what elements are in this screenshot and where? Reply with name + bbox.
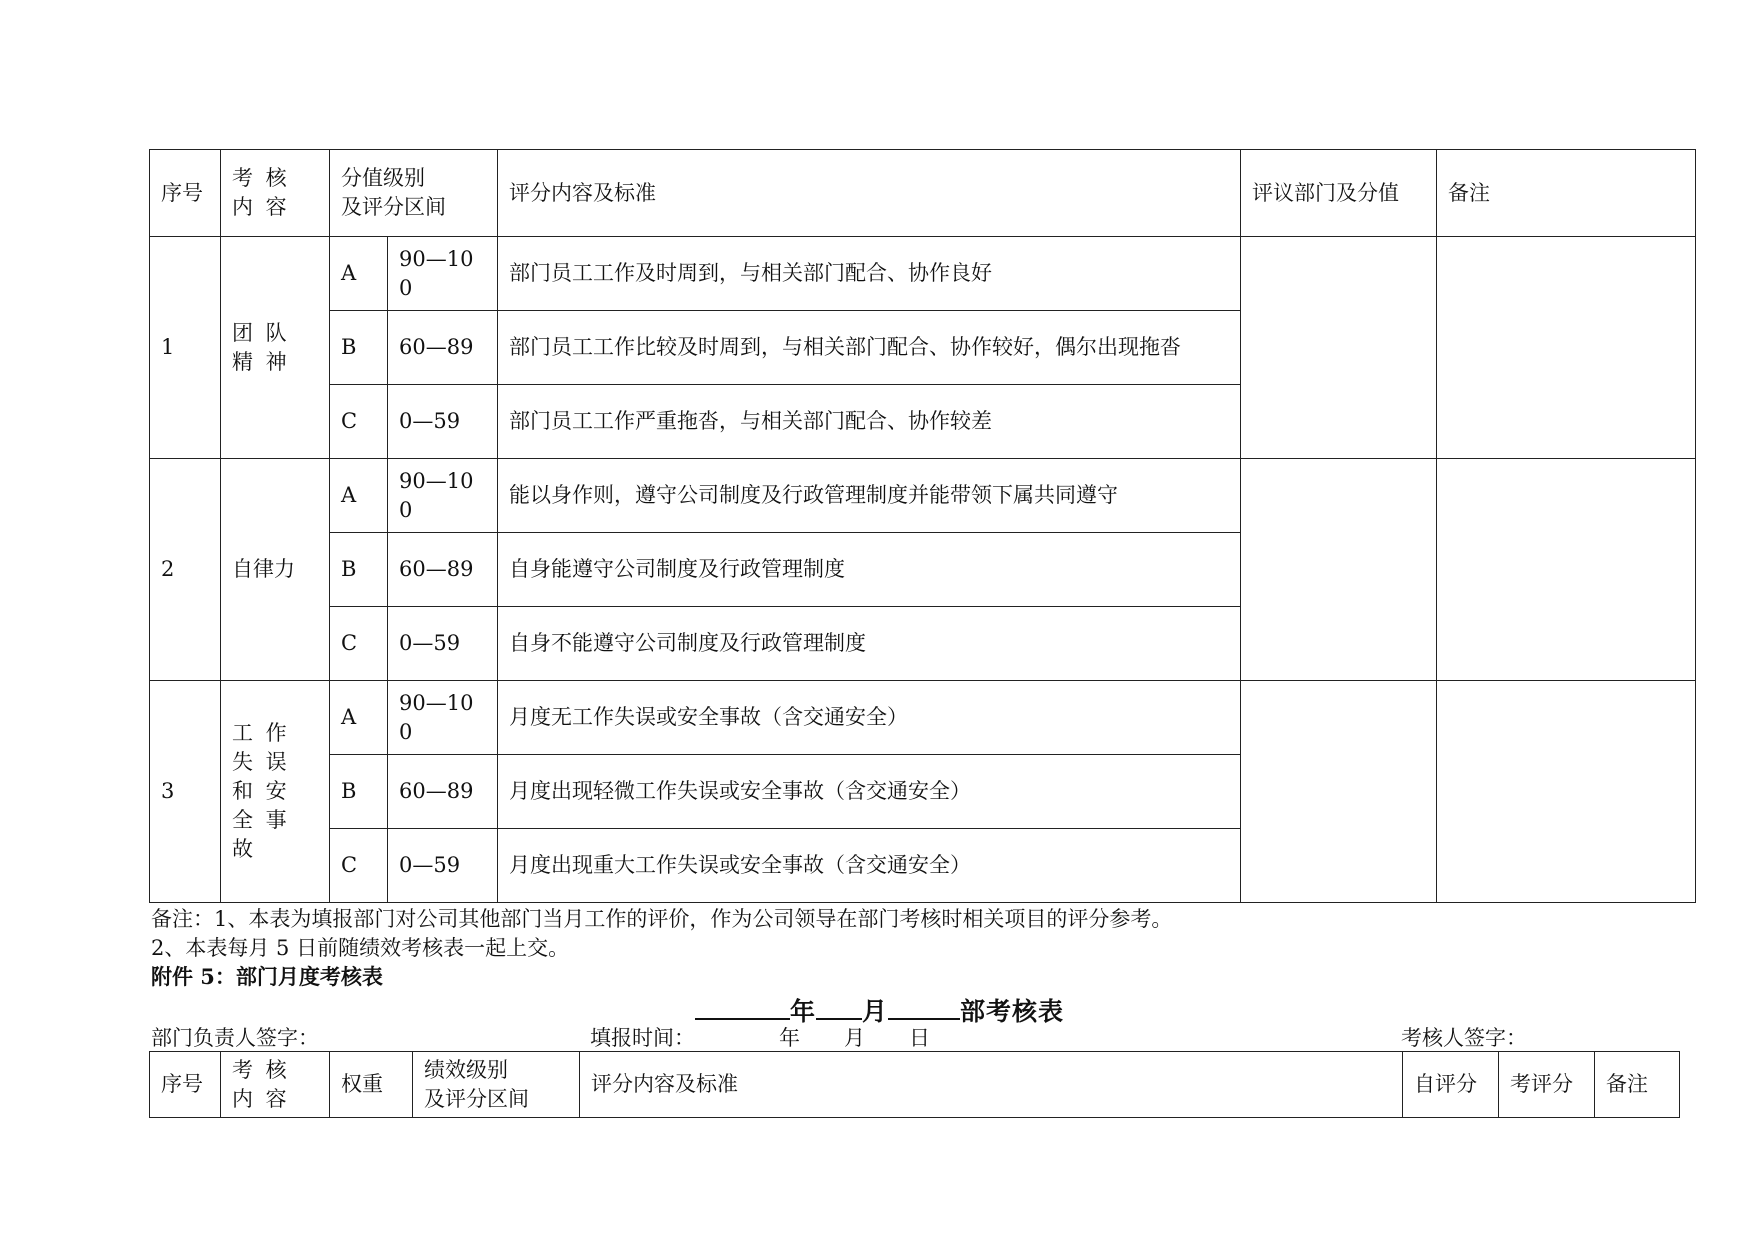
header-remark: 备注	[1595, 1052, 1680, 1118]
row-seq: 1	[150, 237, 221, 459]
row-criteria: 自身能遵守公司制度及行政管理制度	[498, 533, 1241, 607]
row-content: 团队精神	[221, 237, 330, 459]
row-grade: C	[330, 829, 388, 903]
row-criteria: 部门员工工作比较及时周到，与相关部门配合、协作较好，偶尔出现拖沓	[498, 311, 1241, 385]
row-range: 0—59	[388, 829, 498, 903]
row-dept-score[interactable]	[1241, 459, 1437, 681]
row-criteria: 部门员工工作及时周到，与相关部门配合、协作良好	[498, 237, 1241, 311]
table-row	[150, 459, 1696, 533]
row-criteria: 部门员工工作严重拖沓，与相关部门配合、协作较差	[498, 385, 1241, 459]
row-range: 90—100	[388, 237, 498, 311]
header-seq: 序号	[150, 1052, 221, 1118]
dept-blank[interactable]	[888, 992, 960, 1020]
month-blank[interactable]	[816, 992, 862, 1020]
fill-time-day: 日	[909, 1026, 930, 1050]
header-level-line2: 及评分区间	[424, 1086, 529, 1111]
header-level	[330, 150, 498, 237]
row-criteria: 自身不能遵守公司制度及行政管理制度	[498, 607, 1241, 681]
header-self-score: 自评分	[1403, 1052, 1499, 1118]
header-remark: 备注	[1437, 150, 1696, 237]
row-remark[interactable]	[1437, 681, 1696, 903]
monthly-assessment-table	[149, 1051, 1680, 1118]
evaluation-table	[149, 149, 1696, 903]
header-criteria: 评分内容及标准	[498, 150, 1241, 237]
row-criteria: 月度无工作失误或安全事故（含交通安全）	[498, 681, 1241, 755]
row-dept-score[interactable]	[1241, 681, 1437, 903]
row-grade: C	[330, 385, 388, 459]
row-grade: A	[330, 681, 388, 755]
header-level	[413, 1052, 580, 1118]
table-header-row	[150, 1052, 1680, 1118]
row-range: 90—100	[388, 681, 498, 755]
table-header-row	[150, 150, 1696, 237]
header-level-line2: 及评分区间	[341, 195, 446, 219]
row-grade: A	[330, 237, 388, 311]
row-criteria: 月度出现轻微工作失误或安全事故（含交通安全）	[498, 755, 1241, 829]
header-level-line1: 绩效级别	[424, 1057, 508, 1082]
fill-time-text: 填报时间：	[590, 1026, 695, 1050]
row-remark[interactable]	[1437, 237, 1696, 459]
row-grade: A	[330, 459, 388, 533]
dept-head-signature-label: 部门负责人签字：	[151, 1026, 319, 1050]
row-range: 60—89	[388, 311, 498, 385]
header-dept: 评议部门及分值	[1241, 150, 1437, 237]
row-range: 60—89	[388, 755, 498, 829]
header-eval-score: 考评分	[1499, 1052, 1595, 1118]
table-row	[150, 681, 1696, 755]
title-suffix: 部考核表	[960, 997, 1065, 1026]
row-criteria: 月度出现重大工作失误或安全事故（含交通安全）	[498, 829, 1241, 903]
row-grade: C	[330, 607, 388, 681]
assessor-signature-label: 考核人签字：	[1401, 1026, 1527, 1050]
table-row	[150, 237, 1696, 311]
row-criteria: 能以身作则，遵守公司制度及行政管理制度并能带领下属共同遵守	[498, 459, 1241, 533]
fill-time-month: 月	[844, 1026, 865, 1050]
note-line-2: 2、本表每月 5 日前随绩效考核表一起上交。	[151, 936, 570, 960]
row-remark[interactable]	[1437, 459, 1696, 681]
row-grade: B	[330, 755, 388, 829]
row-range: 60—89	[388, 533, 498, 607]
header-seq: 序号	[150, 150, 221, 237]
year-blank[interactable]	[695, 992, 790, 1020]
row-seq: 2	[150, 459, 221, 681]
header-level-line1: 分值级别	[341, 166, 425, 190]
title-month: 月	[862, 997, 889, 1026]
row-range: 90—100	[388, 459, 498, 533]
attachment-heading: 附件 5：部门月度考核表	[151, 964, 383, 989]
row-content: 工作失误和安全事故	[221, 681, 330, 903]
row-range: 0—59	[388, 385, 498, 459]
title-year: 年	[790, 997, 817, 1026]
row-range: 0—59	[388, 607, 498, 681]
header-weight: 权重	[330, 1052, 413, 1118]
row-content: 自律力	[221, 459, 330, 681]
header-content: 考核内容	[221, 150, 330, 237]
header-criteria: 评分内容及标准	[580, 1052, 1403, 1118]
fill-time-year: 年	[779, 1026, 800, 1050]
note-line-1: 备注：1、本表为填报部门对公司其他部门当月工作的评价，作为公司领导在部门考核时相关项目的评分参考。	[151, 907, 1173, 931]
header-content: 考核内容	[221, 1052, 330, 1118]
fill-time-label	[590, 1022, 930, 1052]
row-grade: B	[330, 533, 388, 607]
row-seq: 3	[150, 681, 221, 903]
row-dept-score[interactable]	[1241, 237, 1437, 459]
row-grade: B	[330, 311, 388, 385]
